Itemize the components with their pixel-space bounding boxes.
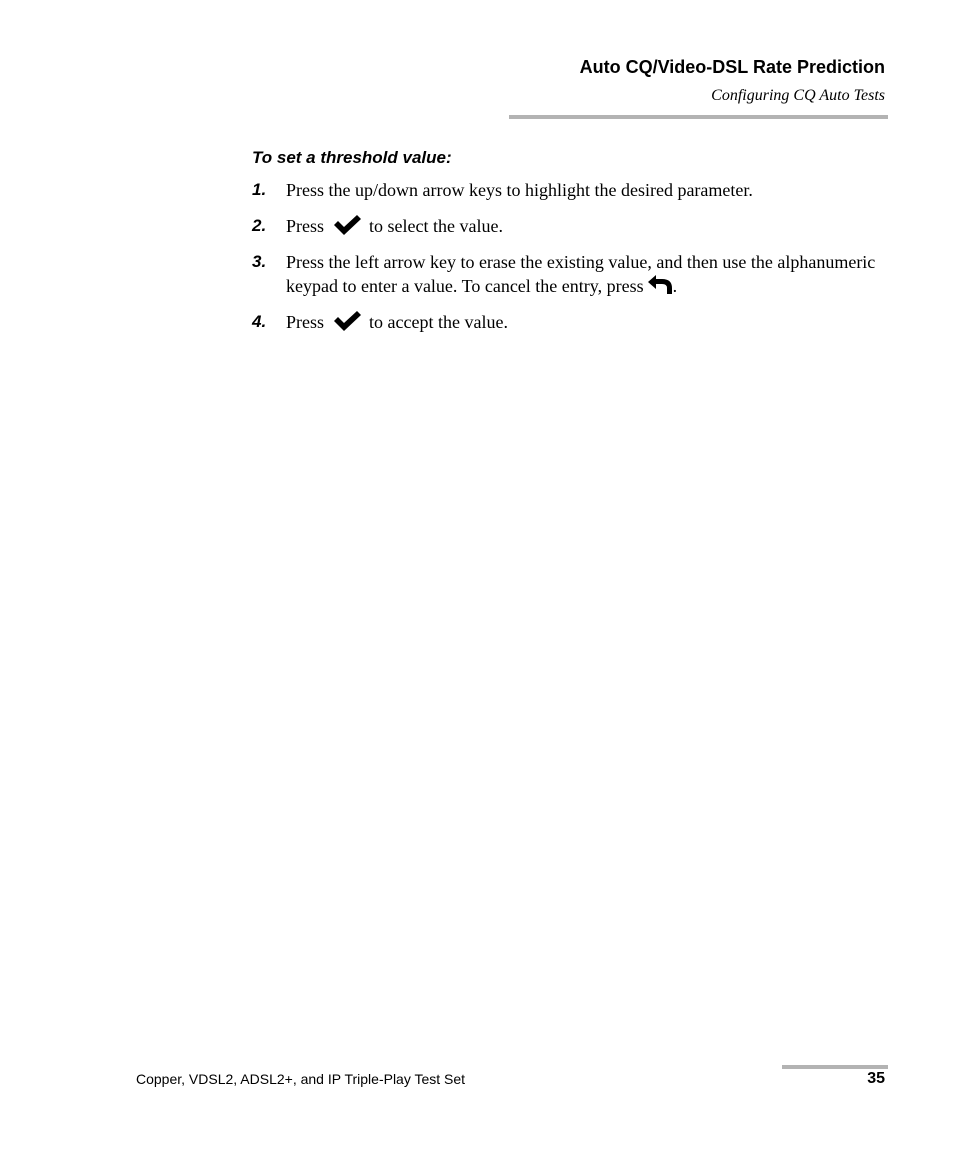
- step-text: [286, 310, 892, 334]
- step-text-before: Press: [286, 216, 325, 236]
- footer-divider: [782, 1065, 888, 1069]
- step-number: 4.: [252, 312, 267, 331]
- step-text-after: to accept the value.: [369, 312, 508, 332]
- page-number: 35: [867, 1070, 885, 1087]
- chapter-title: Auto CQ/Video-DSL Rate Prediction: [579, 57, 885, 77]
- header-divider: [509, 115, 888, 119]
- step-text: [286, 250, 892, 298]
- step-number: 1.: [252, 180, 267, 199]
- check-icon: [332, 214, 363, 236]
- procedure-heading: To set a threshold value:: [252, 148, 452, 167]
- check-icon: [332, 310, 363, 332]
- step-text-after: .: [672, 276, 678, 296]
- back-arrow-icon: [647, 275, 673, 295]
- step-text-after: to select the value.: [369, 216, 503, 236]
- step-text: Press the up/down arrow keys to highlight the desired parameter.: [286, 180, 753, 200]
- product-name: Copper, VDSL2, ADSL2+, and IP Triple-Play Test Set: [136, 1071, 466, 1087]
- step-text-before: Press: [286, 312, 325, 332]
- section-subtitle: Configuring CQ Auto Tests: [711, 87, 885, 104]
- step-number: 2.: [252, 216, 267, 235]
- step-text: [286, 214, 892, 238]
- step-number: 3.: [252, 252, 267, 271]
- step-text-main: Press the left arrow key to erase the existing value, and then use the alphanumeric keypad to enter a value. To cancel the entry, press: [286, 252, 876, 296]
